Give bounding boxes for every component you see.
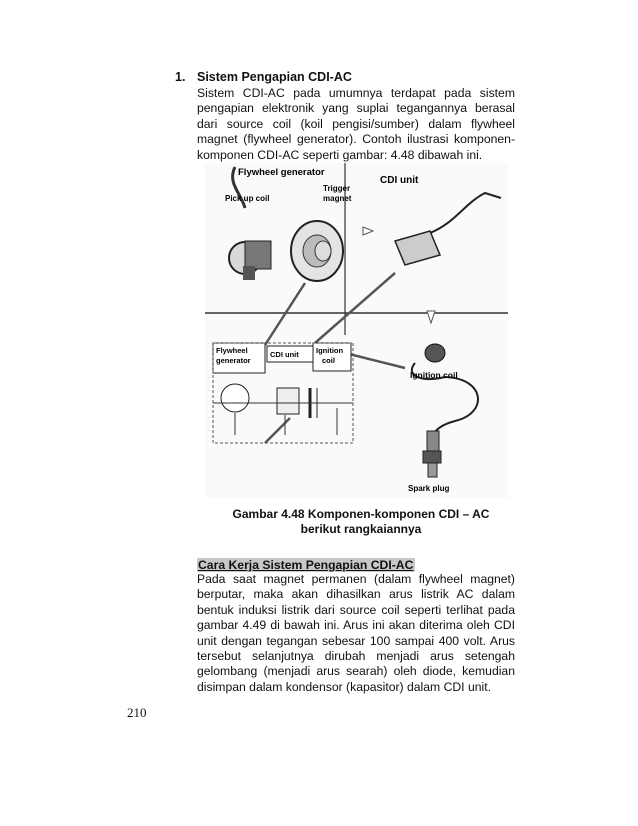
label-spark-plug: Spark plug	[408, 484, 450, 493]
section-title: Sistem Pengapian CDI-AC	[197, 70, 352, 84]
intro-paragraph: Sistem CDI-AC pada umumnya terdapat pada sistem pengapian elektronik yang suplai tegangannya berasal dari source coil (koil pengisi/sumber) dalam flywheel magnet (flywheel generator). Contoh ilustrasi komponen-komponen CDI-AC seperti gambar: 4.48 dibawah ini.	[197, 86, 515, 162]
section-heading	[175, 70, 352, 84]
label-pick-up-coil: Pick up coil	[225, 194, 270, 203]
caption-line-2: berikut rangkaiannya	[300, 522, 422, 536]
box-label-coil: coil	[322, 356, 335, 365]
label-cdi-unit: CDI unit	[380, 175, 419, 186]
label-magnet: magnet	[323, 194, 352, 203]
box-label-generator: generator	[216, 356, 251, 365]
label-flywheel-generator: Flywheel generator	[238, 167, 325, 178]
working-paragraph: Pada saat magnet permanen (dalam flywheel magnet) berputar, maka akan dihasilkan arus listrik AC dalam bentuk induksi listrik dari source coil seperti terlihat pada gambar 4.49 di bawah ini. Arus ini akan diterima oleh CDI unit dengan tegangan sebesar 100 sampai 400 volt. Arus tersebut selanjutnya dirubah menjadi arus setengah gelombang (menjadi arus searah) oleh diode, kemudian disimpan dalam kondensor (kapasitor) dalam CDI unit.	[197, 572, 515, 694]
page-number: 210	[127, 705, 147, 720]
caption-line-1: Gambar 4.48 Komponen-komponen CDI – AC	[232, 507, 490, 521]
label-ignition-coil: Ignition coil	[410, 370, 458, 380]
box-label-flywheel: Flywheel	[216, 346, 248, 355]
trigger-magnet-illustration	[291, 221, 343, 281]
cdi-diagram	[205, 163, 508, 498]
box-label-cdi-unit: CDI unit	[270, 350, 299, 359]
section-number: 1.	[175, 70, 186, 84]
label-trigger: Trigger	[323, 184, 351, 193]
figure-cdi-components	[205, 163, 508, 498]
box-label-ignition: Ignition	[316, 346, 344, 355]
working-subheading: Cara Kerja Sistem Pengapian CDI-AC	[198, 558, 414, 572]
figure-caption	[220, 507, 502, 537]
